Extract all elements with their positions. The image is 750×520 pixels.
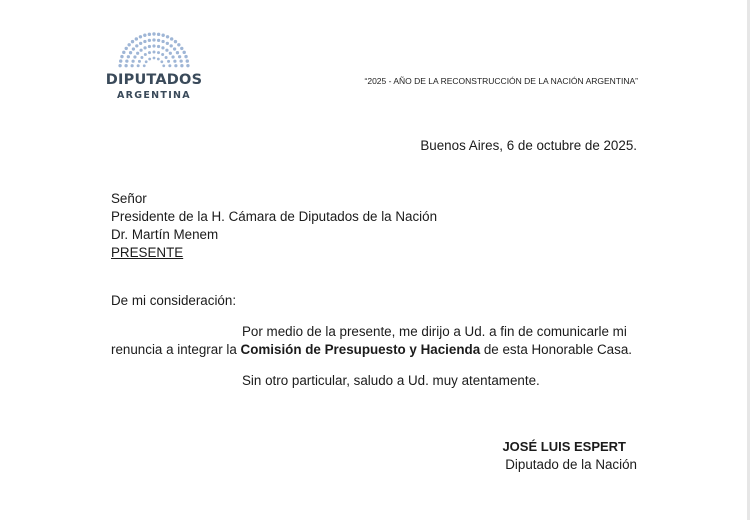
emblem-seat-dot — [166, 35, 169, 38]
emblem-seat-dot — [145, 60, 148, 63]
emblem-seat-dot — [153, 57, 156, 60]
emblem-seat-dot — [143, 64, 146, 67]
emblem-seat-dot — [143, 40, 146, 43]
emblem-seat-dot — [161, 46, 164, 49]
emblem-seat-dot — [179, 59, 182, 62]
emblem-seat-dot — [139, 42, 142, 45]
emblem-seat-dot — [186, 64, 189, 67]
emblem-seat-dot — [178, 55, 181, 58]
emblem-seat-dot — [140, 56, 143, 59]
signature-title: Diputado de la Nación — [505, 457, 637, 472]
emblem-seat-dot — [136, 52, 139, 55]
emblem-seat-dot — [170, 37, 173, 40]
emblem-seat-dot — [133, 55, 136, 58]
emblem-seat-dot — [152, 44, 155, 47]
emblem-seat-dot — [169, 52, 172, 55]
emblem-seat-dot — [160, 60, 163, 63]
emblem-seat-dot — [184, 55, 187, 58]
recipient-presente: PRESENTE — [111, 245, 184, 260]
emblem-seat-dot — [148, 39, 151, 42]
emblem-seat-dot — [162, 64, 165, 67]
emblem-seat-dot — [165, 56, 168, 59]
emblem-seat-dot — [174, 40, 177, 43]
emblem-seat-dot — [152, 38, 155, 41]
emblem-seat-dot — [182, 51, 185, 54]
emblem-seat-dot — [125, 47, 128, 50]
emblem-seat-dot — [166, 42, 169, 45]
emblem-seat-dot — [127, 43, 130, 46]
emblem-seat-dot — [129, 51, 132, 54]
emblem-seat-dot — [124, 64, 127, 67]
emblem-seat-dot — [167, 60, 170, 63]
emblem-seat-dot — [131, 60, 134, 63]
emblem-seat-dot — [148, 33, 151, 36]
emblem-seat-dot — [180, 47, 183, 50]
emblem-seat-dot — [180, 64, 183, 67]
emblem-seat-dot — [139, 35, 142, 38]
recipient-name: Dr. Martín Menem — [111, 227, 219, 242]
committee-name: Comisión de Presupuesto y Hacienda — [240, 342, 481, 357]
recipient-position: Presidente de la H. Cámara de Diputados de la Nación — [111, 209, 438, 224]
emblem-seat-dot — [143, 46, 146, 49]
emblem-seat-dot — [143, 34, 146, 37]
body-line-2-start: renuncia a integrar la — [111, 342, 241, 357]
emblem-seat-dot — [157, 39, 160, 42]
emblem-seat-dot — [168, 64, 171, 67]
emblem-seat-dot — [161, 53, 164, 56]
emblem-seat-dot — [135, 37, 138, 40]
logo-title: DIPUTADOS — [105, 72, 203, 88]
emblem-seat-dot — [157, 58, 160, 61]
header-motto: “2025 - AÑO DE LA RECONSTRUCCIÓN DE LA NACIÓN ARGENTINA” — [364, 76, 638, 86]
emblem-seat-dot — [119, 59, 122, 62]
emblem-seat-dot — [157, 51, 160, 54]
emblem-seat-dot — [157, 33, 160, 36]
emblem-seat-dot — [161, 34, 164, 37]
emblem-seat-dot — [170, 44, 173, 47]
date-line: Buenos Aires, 6 de octubre de 2025. — [420, 138, 637, 153]
emblem-seat-dot — [135, 44, 138, 47]
emblem-seat-dot — [177, 43, 180, 46]
diputados-logo — [104, 30, 204, 104]
emblem-seat-dot — [148, 45, 151, 48]
signature-name: JOSÉ LUIS ESPERT — [502, 439, 626, 454]
emblem-seat-dot — [161, 40, 164, 43]
emblem-seat-dot — [118, 64, 121, 67]
emblem-seat-dot — [144, 53, 147, 56]
emblem-seat-dot — [148, 58, 151, 61]
emblem-seat-dot — [153, 51, 156, 54]
emblem-seat-dot — [131, 64, 134, 67]
body-line-2 — [111, 341, 632, 359]
emblem-seat-dot — [152, 32, 155, 35]
closing-line: Sin otro particular, saludo a Ud. muy atentamente. — [242, 373, 540, 388]
emblem-seat-dot — [165, 49, 168, 52]
emblem-seat-dot — [131, 40, 134, 43]
emblem-seat-dot — [132, 47, 135, 50]
greeting: De mi consideración: — [111, 293, 237, 308]
body-line-1: Por medio de la presente, me dirijo a Ud. a fin de comunicarle mi — [242, 324, 627, 339]
emblem-seat-dot — [173, 47, 176, 50]
emblem-seat-dot — [137, 64, 140, 67]
emblem-seat-dot — [171, 55, 174, 58]
emblem-seat-dot — [120, 55, 123, 58]
emblem-seat-dot — [157, 45, 160, 48]
emblem-seat-dot — [186, 59, 189, 62]
emblem-seat-dot — [176, 51, 179, 54]
emblem-seat-dot — [122, 51, 125, 54]
emblem-seat-dot — [173, 60, 176, 63]
recipient-salutation: Señor — [111, 191, 147, 206]
emblem-seat-dot — [174, 64, 177, 67]
hemicycle-seats-icon — [114, 30, 194, 70]
emblem-seat-dot — [125, 59, 128, 62]
logo-subtitle: ARGENTINA — [117, 90, 191, 101]
emblem-seat-dot — [139, 49, 142, 52]
body-line-2-end: de esta Honorable Casa. — [480, 342, 632, 357]
emblem-seat-dot — [127, 55, 130, 58]
emblem-seat-dot — [148, 51, 151, 54]
emblem-seat-dot — [138, 60, 141, 63]
